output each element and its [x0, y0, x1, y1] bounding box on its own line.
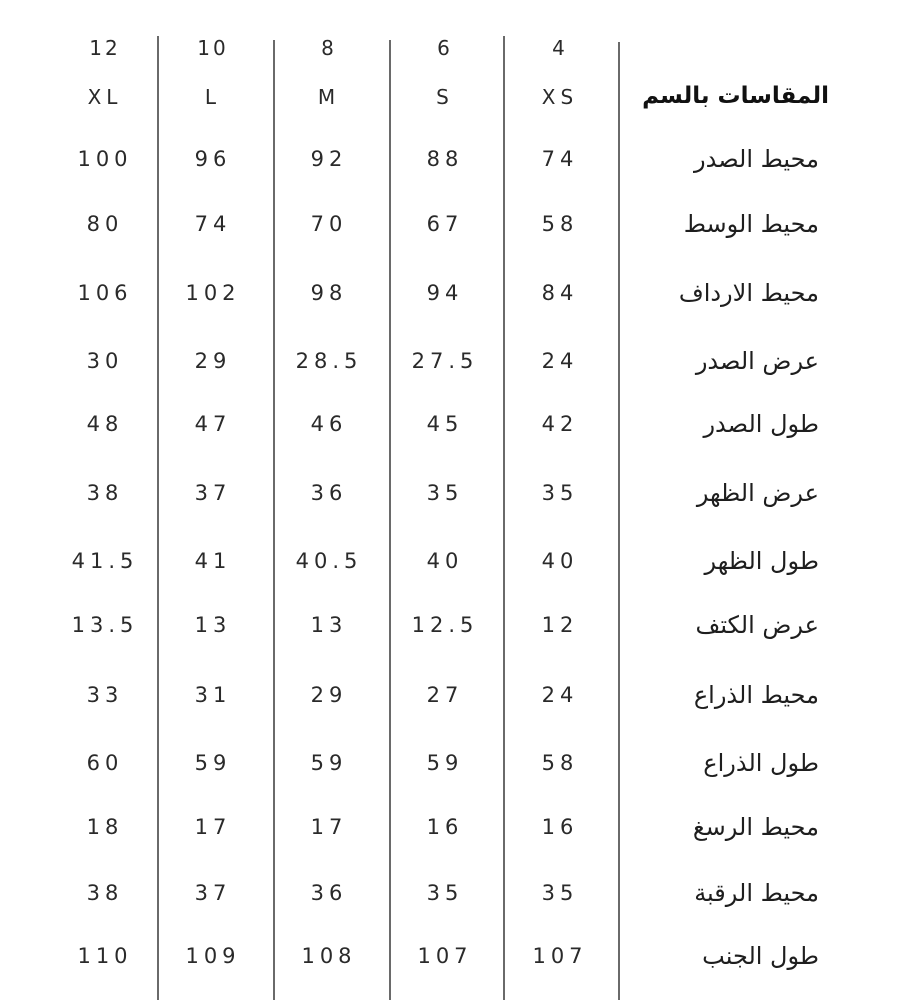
measurement-value: 37 [194, 481, 232, 505]
measurement-value: 59 [426, 751, 464, 775]
measurement-value: 18 [86, 815, 124, 839]
measurement-value: 17 [194, 815, 232, 839]
measurement-label: طول الصدر [703, 410, 819, 438]
column-divider [618, 42, 620, 1000]
measurement-value: 98 [310, 281, 348, 305]
measurement-value: 13.5 [71, 613, 139, 637]
measurement-label: عرض الصدر [695, 347, 819, 375]
measurement-value: 35 [541, 881, 579, 905]
measurement-value: 16 [541, 815, 579, 839]
measurement-value: 24 [541, 349, 579, 373]
measurement-value: 40.5 [295, 549, 363, 573]
measurement-value: 106 [77, 281, 133, 305]
measurement-label: عرض الظهر [696, 479, 819, 507]
measurement-value: 40 [541, 549, 579, 573]
measurement-value: 94 [426, 281, 464, 305]
measurement-label: محيط الارداف [678, 279, 819, 307]
measurement-value: 29 [310, 683, 348, 707]
size-number-header: 6 [437, 36, 453, 60]
size-number-header: 10 [197, 36, 229, 60]
measurement-value: 110 [77, 944, 133, 968]
measurement-value: 100 [77, 147, 133, 171]
column-divider [389, 40, 391, 1000]
measurement-value: 31 [194, 683, 232, 707]
measurement-value: 107 [532, 944, 588, 968]
measurement-value: 37 [194, 881, 232, 905]
measurement-value: 92 [310, 147, 348, 171]
measurement-value: 13 [194, 613, 232, 637]
measurement-value: 41.5 [71, 549, 139, 573]
measurement-value: 33 [86, 683, 124, 707]
measurement-label: محيط الرسغ [692, 813, 819, 841]
measurement-value: 36 [310, 881, 348, 905]
size-letter-header: XL [87, 85, 123, 109]
size-letter-header: S [436, 85, 454, 109]
measurement-label: طول الجنب [702, 942, 819, 970]
measurement-value: 27.5 [411, 349, 479, 373]
measurement-label: محيط الذراع [693, 681, 819, 709]
measurement-label: محيط الوسط [683, 210, 819, 238]
measurement-value: 48 [86, 412, 124, 436]
measurement-value: 16 [426, 815, 464, 839]
column-divider [157, 36, 159, 1000]
measurement-value: 12.5 [411, 613, 479, 637]
measurement-label: عرض الكتف [695, 611, 819, 639]
measurement-value: 84 [541, 281, 579, 305]
column-divider [503, 36, 505, 1000]
measurement-value: 24 [541, 683, 579, 707]
measurement-value: 35 [541, 481, 579, 505]
measurement-value: 47 [194, 412, 232, 436]
measurement-value: 40 [426, 549, 464, 573]
measurement-value: 41 [194, 549, 232, 573]
measurement-value: 46 [310, 412, 348, 436]
measurement-value: 102 [185, 281, 241, 305]
measurement-value: 13 [310, 613, 348, 637]
measurement-value: 38 [86, 881, 124, 905]
measurement-value: 12 [541, 613, 579, 637]
size-letter-header: XS [541, 85, 579, 109]
size-letter-header: M [317, 85, 341, 109]
measurement-value: 35 [426, 881, 464, 905]
measurement-value: 45 [426, 412, 464, 436]
measurement-label: طول الذراع [703, 749, 819, 777]
measurement-value: 96 [194, 147, 232, 171]
measurement-value: 109 [185, 944, 241, 968]
measurement-value: 30 [86, 349, 124, 373]
measurement-value: 108 [301, 944, 357, 968]
table-title: المقاسات بالسم [642, 83, 829, 109]
measurement-value: 58 [541, 751, 579, 775]
measurement-value: 88 [426, 147, 464, 171]
column-divider [273, 40, 275, 1000]
measurement-label: محيط الصدر [694, 145, 819, 173]
measurement-value: 27 [426, 683, 464, 707]
size-number-header: 8 [321, 36, 337, 60]
measurement-value: 58 [541, 212, 579, 236]
measurement-value: 36 [310, 481, 348, 505]
measurement-value: 35 [426, 481, 464, 505]
measurement-value: 42 [541, 412, 579, 436]
measurement-value: 38 [86, 481, 124, 505]
measurement-value: 28.5 [295, 349, 363, 373]
size-letter-header: L [204, 85, 222, 109]
measurement-label: طول الظهر [704, 547, 819, 575]
measurement-value: 60 [86, 751, 124, 775]
measurement-value: 74 [194, 212, 232, 236]
size-number-header: 4 [552, 36, 568, 60]
measurement-value: 107 [417, 944, 473, 968]
measurement-value: 29 [194, 349, 232, 373]
measurement-label: محيط الرقبة [694, 879, 819, 907]
measurement-value: 17 [310, 815, 348, 839]
measurement-value: 80 [86, 212, 124, 236]
measurement-value: 59 [310, 751, 348, 775]
measurement-value: 74 [541, 147, 579, 171]
size-number-header: 12 [89, 36, 121, 60]
measurement-value: 59 [194, 751, 232, 775]
measurement-value: 67 [426, 212, 464, 236]
measurement-value: 70 [310, 212, 348, 236]
